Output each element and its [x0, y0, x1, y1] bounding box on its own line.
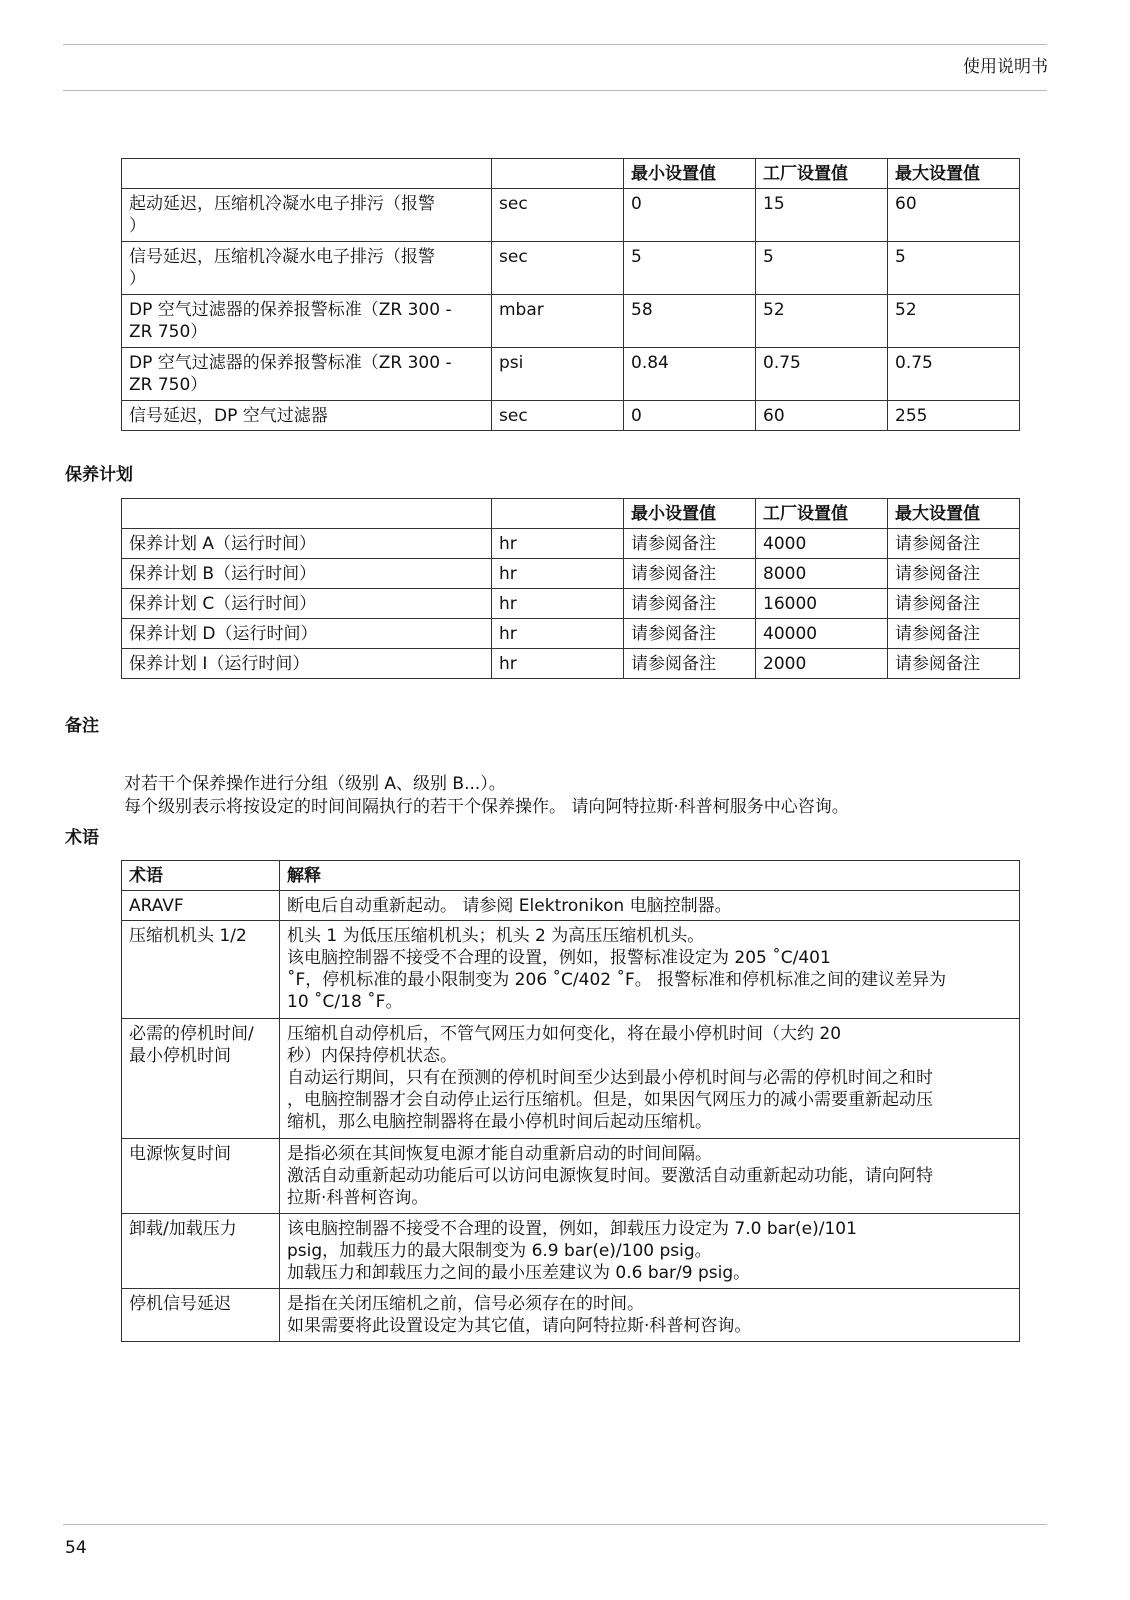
setting-min: 0.84 — [624, 348, 756, 401]
table-row — [122, 1139, 1020, 1214]
setting-name: 信号延迟，DP 空气过滤器 — [122, 401, 492, 431]
plan-min: 请参阅备注 — [624, 649, 756, 679]
plan-max: 请参阅备注 — [888, 529, 1020, 559]
column-header-name — [122, 499, 492, 529]
table-row — [122, 1019, 1020, 1139]
glossary-explanation — [280, 1019, 1020, 1139]
table-header-row — [122, 159, 1020, 189]
page-number: 54 — [65, 1538, 87, 1558]
setting-factory: 52 — [756, 295, 888, 348]
footer-rule — [63, 1524, 1047, 1525]
explanation-line: 断电后自动重新起动。 请参阅 Elektronikon 电脑控制器。 — [287, 896, 732, 916]
glossary-explanation — [280, 1289, 1020, 1342]
plan-factory: 16000 — [756, 589, 888, 619]
plan-name: 保养计划 I（运行时间） — [122, 649, 492, 679]
setting-factory: 60 — [756, 401, 888, 431]
explanation-line: 机头 1 为低压压缩机机头；机头 2 为高压压缩机机头。 — [287, 926, 705, 946]
table-header-row — [122, 499, 1020, 529]
column-header-max: 最大设置值 — [888, 159, 1020, 189]
explanation-line: 10 ˚C/18 ˚F。 — [287, 992, 403, 1012]
column-header-term: 术语 — [122, 861, 280, 891]
table-row — [122, 891, 1020, 921]
setting-max: 60 — [888, 189, 1020, 242]
table-row — [122, 559, 1020, 589]
table-row — [122, 1289, 1020, 1342]
document-title: 使用说明书 — [963, 57, 1048, 77]
glossary-term: ARAVF — [122, 891, 280, 921]
glossary-explanation — [280, 921, 1020, 1019]
table-row — [122, 401, 1020, 431]
explanation-line: 是指在关闭压缩机之前，信号必须存在的时间。 — [287, 1294, 644, 1314]
plan-name: 保养计划 A（运行时间） — [122, 529, 492, 559]
plan-max: 请参阅备注 — [888, 619, 1020, 649]
setting-max: 255 — [888, 401, 1020, 431]
glossary-explanation — [280, 1214, 1020, 1289]
notes-line: 对若干个保养操作进行分组（级别 A、级别 B...）。 — [124, 774, 506, 794]
table-row — [122, 242, 1020, 295]
settings-table — [121, 158, 1020, 431]
setting-factory: 5 — [756, 242, 888, 295]
plan-factory: 40000 — [756, 619, 888, 649]
column-header-name — [122, 159, 492, 189]
glossary-term: 必需的停机时间/ 最小停机时间 — [122, 1019, 280, 1139]
column-header-unit — [492, 159, 624, 189]
setting-name: DP 空气过滤器的保养报警标准（ZR 300 - ZR 750） — [122, 295, 492, 348]
setting-min: 0 — [624, 189, 756, 242]
plan-min: 请参阅备注 — [624, 559, 756, 589]
table-row — [122, 921, 1020, 1019]
plan-unit: hr — [492, 529, 624, 559]
setting-unit: mbar — [492, 295, 624, 348]
explanation-line: 拉斯·科普柯咨询。 — [287, 1188, 429, 1208]
setting-max: 52 — [888, 295, 1020, 348]
table-row — [122, 589, 1020, 619]
table-row — [122, 295, 1020, 348]
setting-max: 0.75 — [888, 348, 1020, 401]
plan-min: 请参阅备注 — [624, 529, 756, 559]
plan-factory: 2000 — [756, 649, 888, 679]
setting-max: 5 — [888, 242, 1020, 295]
notes-body — [124, 773, 849, 819]
setting-unit: sec — [492, 189, 624, 242]
column-header-min: 最小设置值 — [624, 159, 756, 189]
column-header-min: 最小设置值 — [624, 499, 756, 529]
setting-min: 0 — [624, 401, 756, 431]
table-row — [122, 529, 1020, 559]
glossary-term: 压缩机机头 1/2 — [122, 921, 280, 1019]
plan-unit: hr — [492, 559, 624, 589]
setting-factory: 15 — [756, 189, 888, 242]
column-header-factory: 工厂设置值 — [756, 159, 888, 189]
plan-factory: 8000 — [756, 559, 888, 589]
setting-name: 起动延迟，压缩机冷凝水电子排污（报警 ） — [122, 189, 492, 242]
plan-name: 保养计划 B（运行时间） — [122, 559, 492, 589]
table-header-row — [122, 861, 1020, 891]
setting-min: 5 — [624, 242, 756, 295]
table-row — [122, 1214, 1020, 1289]
glossary-term: 电源恢复时间 — [122, 1139, 280, 1214]
column-header-explanation: 解释 — [280, 861, 1020, 891]
explanation-line: 激活自动重新起动功能后可以访问电源恢复时间。要激活自动重新起动功能，请向阿特 — [287, 1166, 933, 1186]
setting-name: DP 空气过滤器的保养报警标准（ZR 300 - ZR 750） — [122, 348, 492, 401]
explanation-line: 加载压力和卸载压力之间的最小压差建议为 0.6 bar/9 psig。 — [287, 1263, 751, 1283]
plan-max: 请参阅备注 — [888, 589, 1020, 619]
plan-max: 请参阅备注 — [888, 649, 1020, 679]
setting-unit: psi — [492, 348, 624, 401]
glossary-term: 停机信号延迟 — [122, 1289, 280, 1342]
explanation-line: 缩机，那么电脑控制器将在最小停机时间后起动压缩机。 — [287, 1112, 712, 1132]
explanation-line: 如果需要将此设置设定为其它值，请向阿特拉斯·科普柯咨询。 — [287, 1316, 752, 1336]
notes-heading: 备注 — [65, 716, 99, 736]
plan-unit: hr — [492, 589, 624, 619]
glossary-term: 卸载/加载压力 — [122, 1214, 280, 1289]
plan-min: 请参阅备注 — [624, 619, 756, 649]
glossary-table — [121, 860, 1020, 1342]
setting-factory: 0.75 — [756, 348, 888, 401]
header-rule-top — [63, 44, 1047, 45]
explanation-line: 是指必须在其间恢复电源才能自动重新启动的时间间隔。 — [287, 1144, 712, 1164]
column-header-factory: 工厂设置值 — [756, 499, 888, 529]
explanation-line: psig，加载压力的最大限制变为 6.9 bar(e)/100 psig。 — [287, 1241, 712, 1261]
explanation-line: 秒）内保持停机状态。 — [287, 1046, 457, 1066]
explanation-line: ˚F，停机标准的最小限制变为 206 ˚C/402 ˚F。 报警标准和停机标准之间的建议差异为 — [287, 970, 947, 990]
maintenance-heading: 保养计划 — [65, 465, 133, 485]
plan-min: 请参阅备注 — [624, 589, 756, 619]
setting-name: 信号延迟，压缩机冷凝水电子排污（报警 ） — [122, 242, 492, 295]
glossary-explanation — [280, 1139, 1020, 1214]
plan-unit: hr — [492, 649, 624, 679]
table-row — [122, 649, 1020, 679]
table-row — [122, 189, 1020, 242]
explanation-line: 自动运行期间，只有在预测的停机时间至少达到最小停机时间与必需的停机时间之和时 — [287, 1068, 933, 1088]
plan-factory: 4000 — [756, 529, 888, 559]
explanation-line: 该电脑控制器不接受不合理的设置，例如，报警标准设定为 205 ˚C/401 — [287, 948, 831, 968]
plan-name: 保养计划 D（运行时间） — [122, 619, 492, 649]
column-header-unit — [492, 499, 624, 529]
notes-line: 每个级别表示将按设定的时间间隔执行的若干个保养操作。 请向阿特拉斯·科普柯服务中心咨询。 — [124, 797, 849, 817]
explanation-line: 压缩机自动停机后，不管气网压力如何变化，将在最小停机时间（大约 20 — [287, 1024, 842, 1044]
plan-name: 保养计划 C（运行时间） — [122, 589, 492, 619]
table-row — [122, 619, 1020, 649]
setting-unit: sec — [492, 401, 624, 431]
header-rule-bottom — [63, 90, 1047, 91]
maintenance-table — [121, 498, 1020, 679]
setting-unit: sec — [492, 242, 624, 295]
setting-min: 58 — [624, 295, 756, 348]
column-header-max: 最大设置值 — [888, 499, 1020, 529]
explanation-line: ，电脑控制器才会自动停止运行压缩机。但是，如果因气网压力的减小需要重新起动压 — [287, 1090, 933, 1110]
glossary-heading: 术语 — [65, 828, 99, 848]
plan-max: 请参阅备注 — [888, 559, 1020, 589]
table-row — [122, 348, 1020, 401]
glossary-explanation — [280, 891, 1020, 921]
plan-unit: hr — [492, 619, 624, 649]
explanation-line: 该电脑控制器不接受不合理的设置，例如，卸载压力设定为 7.0 bar(e)/101 — [287, 1219, 857, 1239]
